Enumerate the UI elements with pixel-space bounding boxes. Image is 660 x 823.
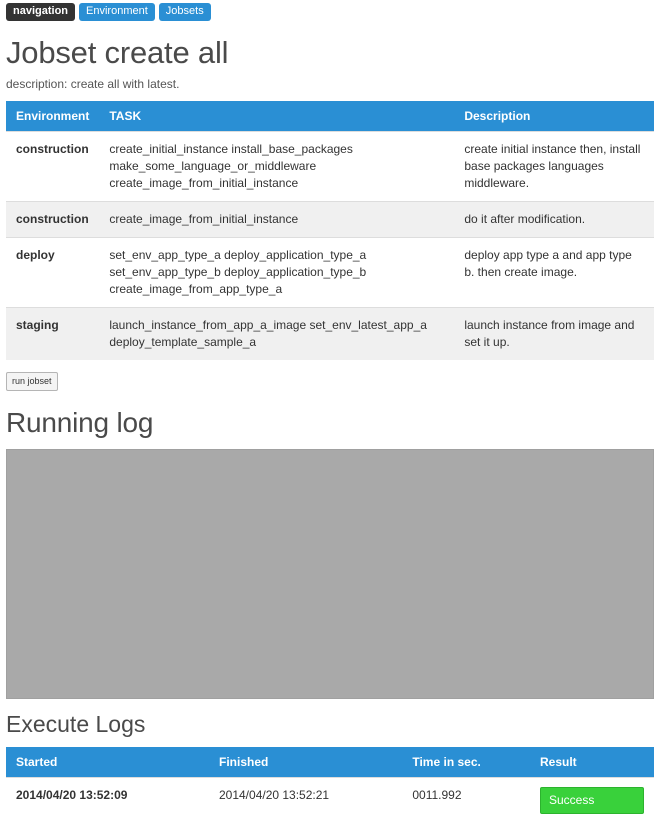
running-log-panel[interactable] xyxy=(6,449,654,699)
run-jobset-button[interactable]: run jobset xyxy=(6,372,58,391)
table-header-row xyxy=(6,747,654,778)
cell-environment: staging xyxy=(6,308,99,361)
jobset-table-body xyxy=(6,132,654,361)
page-description: description: create all with latest. xyxy=(6,77,654,91)
cell-result xyxy=(530,778,654,823)
table-row xyxy=(6,778,654,823)
table-row xyxy=(6,238,654,308)
column-header-task: TASK xyxy=(99,101,454,132)
page-title: Jobset create all xyxy=(6,35,654,71)
execute-logs-title: Execute Logs xyxy=(6,711,654,738)
breadcrumb xyxy=(6,0,654,25)
column-header-environment: Environment xyxy=(6,101,99,132)
cell-time: 0011.992 xyxy=(402,778,530,823)
status-badge: Success xyxy=(540,787,644,814)
execute-logs-body xyxy=(6,778,654,823)
cell-description: do it after modification. xyxy=(454,202,654,238)
execute-logs-table xyxy=(6,747,654,823)
jobset-table-head xyxy=(6,101,654,132)
cell-description: deploy app type a and app type b. then create image. xyxy=(454,238,654,308)
nav-item-environment[interactable]: Environment xyxy=(79,3,155,21)
cell-environment: construction xyxy=(6,202,99,238)
table-row xyxy=(6,132,654,202)
cell-environment: construction xyxy=(6,132,99,202)
cell-finished: 2014/04/20 13:52:21 xyxy=(209,778,402,823)
table-row xyxy=(6,202,654,238)
cell-environment: deploy xyxy=(6,238,99,308)
jobset-table xyxy=(6,101,654,360)
cell-task: create_initial_instance install_base_packages make_some_language_or_middleware create_image_from_initial_instance xyxy=(99,132,454,202)
cell-description: create initial instance then, install base packages languages middleware. xyxy=(454,132,654,202)
running-log-title: Running log xyxy=(6,407,654,439)
cell-task: launch_instance_from_app_a_image set_env_latest_app_a deploy_template_sample_a xyxy=(99,308,454,361)
table-header-row xyxy=(6,101,654,132)
table-row xyxy=(6,308,654,361)
column-header-started: Started xyxy=(6,747,209,778)
column-header-time: Time in sec. xyxy=(402,747,530,778)
column-header-result: Result xyxy=(530,747,654,778)
column-header-finished: Finished xyxy=(209,747,402,778)
nav-brand[interactable]: navigation xyxy=(6,3,75,21)
cell-task: set_env_app_type_a deploy_application_type_a set_env_app_type_b deploy_application_type_b create_image_from_app_type_a xyxy=(99,238,454,308)
nav-item-jobsets[interactable]: Jobsets xyxy=(159,3,211,21)
cell-description: launch instance from image and set it up. xyxy=(454,308,654,361)
cell-started: 2014/04/20 13:52:09 xyxy=(6,778,209,823)
cell-task: create_image_from_initial_instance xyxy=(99,202,454,238)
column-header-description: Description xyxy=(454,101,654,132)
execute-logs-head xyxy=(6,747,654,778)
